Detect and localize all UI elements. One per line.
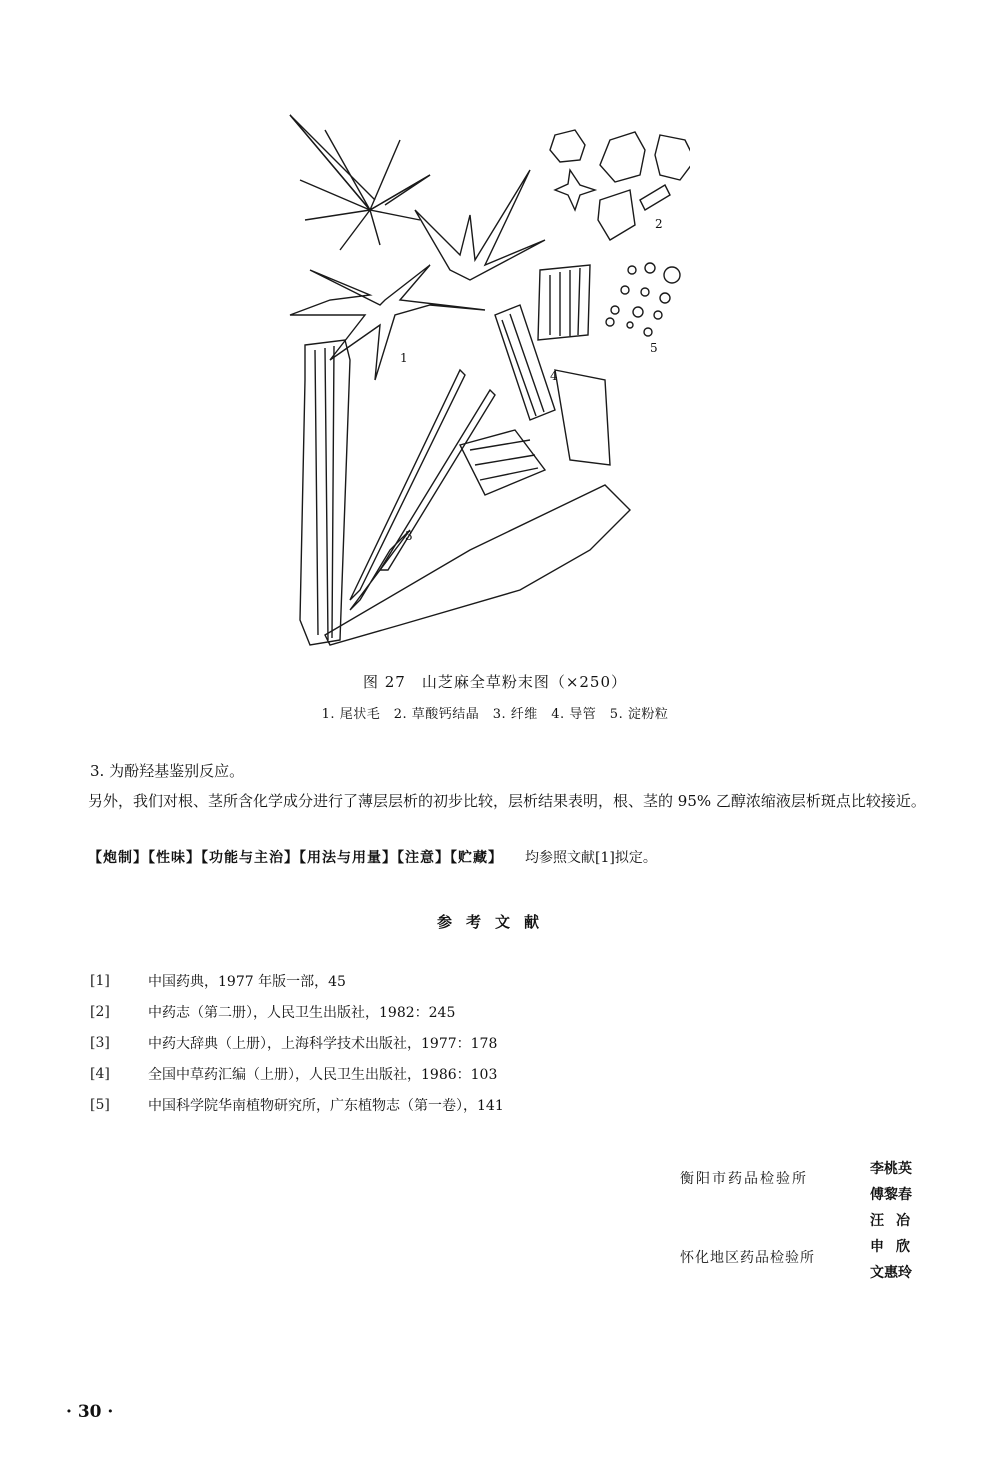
author-name: 申欣 [870, 1239, 922, 1255]
reference-number: [2] [90, 1003, 110, 1020]
figure-label-3: 3 [405, 529, 413, 543]
author-names [870, 1156, 940, 1286]
reference-text: 全国中草药汇编（上册），人民卫生出版社，1986：103 [148, 1066, 498, 1083]
reference-item [90, 1058, 890, 1089]
figure-caption-title: 图 27 山芝麻全草粉末图（×250） [362, 673, 628, 691]
crystal-drawing [550, 130, 690, 240]
section-tags: 【炮制】【性味】【功能与主治】【用法与用量】【注意】【贮藏】 [88, 850, 503, 866]
author-name: 李桃英 [870, 1161, 912, 1177]
figure-label-5: 5 [650, 341, 658, 355]
reference-number: [5] [90, 1096, 110, 1113]
institution-hengyang: 衡阳市药品检验所 [680, 1171, 808, 1187]
figure-label-4: 4 [550, 369, 558, 383]
author-name: 傅黎春 [870, 1187, 912, 1203]
page-number: · 30 · [66, 1402, 114, 1422]
vessel-drawing [460, 265, 610, 495]
paragraph-phenol-test: 3. 为酚羟基鉴别反应。 [90, 762, 245, 780]
figure-label-2: 2 [655, 217, 663, 231]
reference-item [90, 996, 890, 1027]
paragraph-processing [88, 845, 928, 871]
paragraph-tlc: 另外，我们对根、茎所含化学成分进行了薄层层析的初步比较，层析结果表明，根、茎的 95% 乙醇浓缩液层析斑点比较接近。 [88, 792, 926, 810]
reference-text: 中国科学院华南植物研究所，广东植物志（第一卷），141 [148, 1097, 504, 1114]
institution-huaihua: 怀化地区药品检验所 [680, 1250, 815, 1266]
references-list [90, 965, 890, 1120]
reference-item [90, 1089, 890, 1120]
author-name: 汪冶 [870, 1213, 922, 1229]
reference-item [90, 965, 890, 996]
reference-number: [4] [90, 1065, 110, 1082]
reference-number: [1] [90, 972, 110, 989]
starch-grain-drawing [606, 263, 680, 336]
reference-item [90, 1027, 890, 1058]
reference-number: [3] [90, 1034, 110, 1051]
fiber-drawing [300, 340, 630, 645]
reference-text: 中药志（第二册），人民卫生出版社，1982：245 [148, 1004, 456, 1021]
reference-text: 中国药典，1977 年版一部，45 [148, 973, 346, 990]
powder-figure [270, 100, 690, 660]
reference-text: 中药大辞典（上册），上海科学技术出版社，1977：178 [148, 1035, 498, 1052]
figure-caption-legend: 1. 尾状毛 2. 草酸钙结晶 3. 纤维 4. 导管 5. 淀粉粒 [321, 707, 669, 722]
figure-label-1: 1 [400, 351, 408, 365]
stellate-hair-drawing [290, 115, 545, 380]
author-name: 文惠玲 [870, 1265, 912, 1281]
references-heading: 参考文献 [436, 913, 553, 931]
section-tags-note: 均参照文献[1]拟定。 [525, 850, 657, 866]
